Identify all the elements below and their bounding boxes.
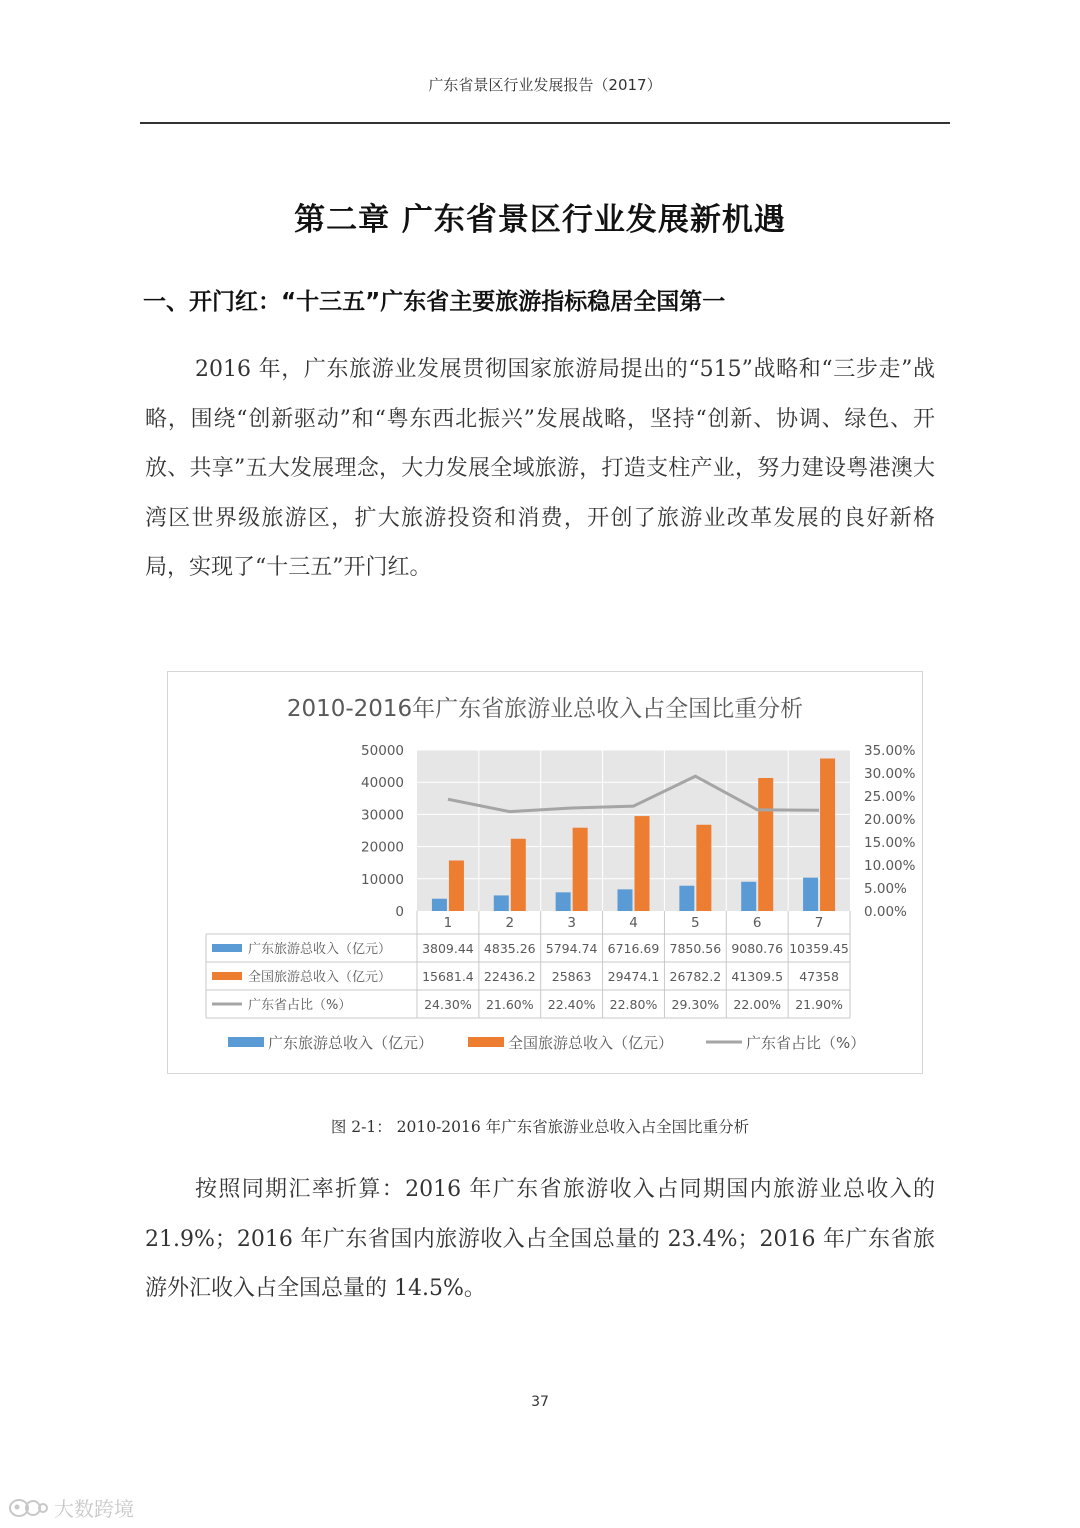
bar-guangdong-revenue <box>494 895 509 911</box>
x-axis-category-label: 2 <box>505 915 515 931</box>
bar-national-revenue <box>635 816 650 911</box>
right-axis-tick-label: 20.00% <box>864 812 916 828</box>
plot-area <box>417 750 850 911</box>
header-divider <box>140 122 950 124</box>
page-number: 37 <box>531 1394 549 1410</box>
table-cell: 21.90% <box>795 997 843 1012</box>
table-cell: 29.30% <box>671 997 720 1012</box>
weibo-logo-icon <box>8 1495 48 1519</box>
table-cell: 29474.1 <box>607 969 660 984</box>
chart-container <box>167 671 923 1074</box>
chart-title: 2010-2016年广东省旅游业总收入占全国比重分析 <box>286 696 804 722</box>
table-cell: 15681.4 <box>422 969 474 984</box>
figure-caption: 图 2-1： 2010-2016 年广东省旅游业总收入占全国比重分析 <box>330 1118 750 1136</box>
table-cell: 26782.2 <box>669 969 722 984</box>
table-cell: 24.30% <box>424 997 472 1012</box>
legend-key <box>468 1037 504 1047</box>
bar-national-revenue <box>573 828 588 911</box>
table-cell: 21.60% <box>485 997 534 1012</box>
table-row-label: 广东旅游总收入（亿元） <box>248 942 392 957</box>
table-cell: 5794.74 <box>545 941 598 956</box>
bar-national-revenue <box>511 839 526 911</box>
table-cell: 22.40% <box>547 997 596 1012</box>
x-axis-category-label: 6 <box>752 915 762 931</box>
table-legend-key <box>212 944 242 952</box>
bar-guangdong-revenue <box>618 889 633 911</box>
table-cell: 6716.69 <box>607 941 660 956</box>
bar-national-revenue <box>449 861 464 911</box>
paragraph-intro: 2016 年，广东旅游业发展贯彻国家旅游局提出的“515”战略和“三步走”战略，围绕“创新驱动”和“粤东西北振兴”发展战略，坚持“创新、协调、绿色、开放、共享”五大发展理念，大力发展全域旅游，打造支柱产业，努力建设粤港澳大湾区世界级旅游区，扩大旅游投资和消费，开创了旅游业改革发展的良好新格局，实现了“十三五”开门红。 <box>145 357 935 580</box>
right-axis-tick-label: 30.00% <box>864 766 916 782</box>
table-cell: 22436.2 <box>483 969 536 984</box>
left-axis-tick-label: 0 <box>395 904 404 920</box>
right-axis-tick-label: 0.00% <box>864 904 907 920</box>
bar-guangdong-revenue <box>432 899 447 911</box>
right-axis-tick-label: 5.00% <box>864 881 907 897</box>
bar-national-revenue <box>758 778 773 911</box>
bar-guangdong-revenue <box>741 882 756 911</box>
table-legend-key <box>212 972 242 980</box>
x-axis-category-label: 4 <box>629 915 638 931</box>
table-cell: 47358 <box>799 969 839 984</box>
legend-label: 广东省占比（%） <box>746 1034 866 1052</box>
right-axis-tick-label: 10.00% <box>864 858 916 874</box>
legend-key <box>228 1037 264 1047</box>
legend-label: 全国旅游总收入（亿元） <box>508 1034 674 1052</box>
x-axis-category-label: 7 <box>814 915 824 931</box>
x-axis-category-label: 1 <box>443 915 453 931</box>
table-row-label: 全国旅游总收入（亿元） <box>248 970 392 985</box>
table-cell: 22.80% <box>609 997 658 1012</box>
table-cell: 9080.76 <box>731 941 784 956</box>
left-axis-tick-label: 30000 <box>361 807 404 824</box>
table-cell: 7850.56 <box>669 941 722 956</box>
table-cell: 22.00% <box>733 997 782 1012</box>
left-axis-tick-label: 10000 <box>361 871 404 888</box>
bar-national-revenue <box>696 825 711 911</box>
table-cell: 10359.45 <box>789 941 849 956</box>
table-cell: 4835.26 <box>483 941 536 956</box>
x-axis-category-label: 3 <box>567 915 576 931</box>
table-cell: 3809.44 <box>422 941 474 956</box>
bar-guangdong-revenue <box>803 878 818 911</box>
x-axis-category-label: 5 <box>691 915 700 931</box>
right-axis-tick-label: 15.00% <box>864 835 916 851</box>
right-axis-tick-label: 25.00% <box>864 789 916 805</box>
watermark <box>8 1490 134 1524</box>
legend-label: 广东旅游总收入（亿元） <box>268 1034 434 1052</box>
table-row-label: 广东省占比（%） <box>248 998 352 1013</box>
watermark-text: 大数跨境 <box>54 1496 134 1521</box>
table-cell: 41309.5 <box>731 969 784 984</box>
section-title: 一、开门红：“十三五”广东省主要旅游指标稳居全国第一 <box>143 289 726 315</box>
chapter-title: 第二章 广东省景区行业发展新机遇 <box>294 202 786 238</box>
left-axis-tick-label: 40000 <box>361 775 404 792</box>
right-axis-tick-label: 35.00% <box>864 743 916 759</box>
running-header: 广东省景区行业发展报告（2017） <box>428 76 662 94</box>
bar-guangdong-revenue <box>556 892 571 911</box>
combo-chart <box>168 672 922 1073</box>
bar-guangdong-revenue <box>679 886 694 911</box>
bar-national-revenue <box>820 759 835 911</box>
left-axis-tick-label: 20000 <box>361 839 404 856</box>
table-cell: 25863 <box>551 969 592 984</box>
paragraph-exchange-rate: 按照同期汇率折算：2016 年广东省旅游收入占同期国内旅游业总收入的 21.9%；2016 年广东省国内旅游收入占全国总量的 23.4%；2016 年广东省旅游外汇收入占全国总量的 14.5%。 <box>145 1177 935 1301</box>
left-axis-tick-label: 50000 <box>361 743 404 759</box>
